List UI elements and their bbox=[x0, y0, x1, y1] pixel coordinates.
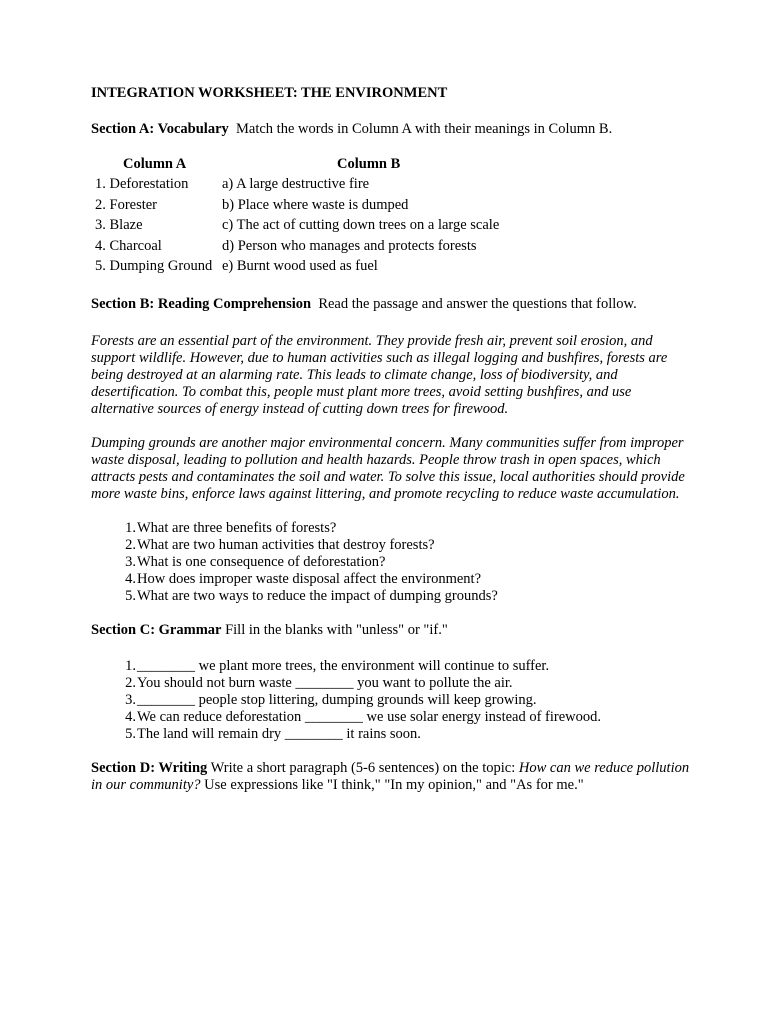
grammar-items bbox=[91, 658, 691, 743]
vocabulary-row bbox=[91, 258, 691, 279]
section-b-instruction: Read the passage and answer the questions that follow. bbox=[318, 295, 637, 312]
vocabulary-meaning: e) Burnt wood used as fuel bbox=[222, 258, 378, 274]
vocabulary-meaning: b) Place where waste is dumped bbox=[222, 196, 409, 213]
item-number: 1. bbox=[125, 657, 136, 674]
section-d-instruction-1: Write a short paragraph (5-6 sentences) on the topic: bbox=[210, 759, 516, 776]
list-item bbox=[91, 520, 691, 537]
vocabulary-meaning: c) The act of cutting down trees on a large scale bbox=[222, 217, 500, 233]
list-item bbox=[91, 571, 691, 588]
vocabulary-row bbox=[91, 197, 691, 218]
item-text: ________ we plant more trees, the environment will continue to suffer. bbox=[137, 657, 550, 674]
question-text: What are three benefits of forests? bbox=[137, 519, 337, 536]
question-number: 1. bbox=[125, 519, 136, 536]
question-text: What is one consequence of deforestation? bbox=[137, 553, 386, 570]
vocabulary-word: 1. Deforestation bbox=[95, 176, 189, 192]
vocabulary-row bbox=[91, 217, 691, 238]
section-b-label: Section B: Reading Comprehension bbox=[91, 295, 312, 312]
reading-passage-1: Forests are an essential part of the environment. They provide fresh air, prevent soil erosion, and support wildlife. However, due to human activities such as illegal logging and bushfires, forests are being destroyed at an alarming rate. This leads to climate change, loss of biodiversity, and desertification. To combat this, people must plant more trees, avoid setting bushfires, and use alternative sources of energy instead of cutting down trees for firewood. bbox=[91, 332, 668, 417]
section-c-label: Section C: Grammar bbox=[91, 621, 222, 638]
item-text: The land will remain dry ________ it rains soon. bbox=[137, 725, 421, 742]
section-d-topic: How can we reduce pollution in our community? bbox=[91, 759, 690, 793]
worksheet bbox=[91, 85, 691, 794]
item-number: 5. bbox=[125, 725, 136, 742]
list-item bbox=[91, 537, 691, 554]
vocabulary-row bbox=[91, 238, 691, 259]
vocabulary-row bbox=[91, 176, 691, 197]
vocabulary-table-header bbox=[91, 156, 691, 176]
vocabulary-word: 2. Forester bbox=[95, 196, 158, 213]
list-item bbox=[91, 675, 691, 692]
item-text: We can reduce deforestation ________ we use solar energy instead of firewood. bbox=[137, 708, 602, 725]
list-item bbox=[91, 658, 691, 675]
list-item bbox=[91, 554, 691, 571]
item-number: 4. bbox=[125, 708, 136, 725]
list-item bbox=[91, 726, 691, 743]
question-number: 5. bbox=[125, 587, 136, 604]
section-b-heading bbox=[91, 296, 691, 315]
question-text: What are two ways to reduce the impact of dumping grounds? bbox=[137, 587, 498, 604]
worksheet-title: INTEGRATION WORKSHEET: THE ENVIRONMENT bbox=[91, 85, 448, 101]
vocabulary-table bbox=[91, 156, 691, 279]
vocabulary-word: 4. Charcoal bbox=[95, 237, 162, 254]
question-number: 2. bbox=[125, 536, 136, 553]
vocabulary-word: 3. Blaze bbox=[95, 217, 143, 233]
section-d bbox=[91, 760, 691, 794]
column-a-header: Column A bbox=[123, 156, 187, 172]
section-c-heading bbox=[91, 622, 691, 641]
section-c-instruction: Fill in the blanks with "unless" or "if." bbox=[225, 621, 448, 638]
section-a-instruction: Match the words in Column A with their meanings in Column B. bbox=[236, 121, 613, 137]
list-item bbox=[91, 692, 691, 709]
vocabulary-meaning: d) Person who manages and protects forests bbox=[222, 237, 477, 254]
question-text: How does improper waste disposal affect the environment? bbox=[137, 570, 482, 587]
column-b-header: Column B bbox=[337, 156, 401, 172]
section-d-instruction-2: Use expressions like "I think," "In my opinion," and "As for me." bbox=[204, 776, 584, 793]
vocabulary-meaning: a) A large destructive fire bbox=[222, 176, 370, 192]
reading-passage-2: Dumping grounds are another major environmental concern. Many communities suffer from improper waste disposal, leading to pollution and health hazards. People throw trash in open spaces, which attracts pests and contaminates the soil and water. To solve this issue, local authorities should provide more waste bins, enforce laws against littering, and promote recycling to reduce waste accumulation. bbox=[91, 434, 685, 502]
question-number: 4. bbox=[125, 570, 136, 587]
section-d-label: Section D: Writing bbox=[91, 759, 208, 776]
item-number: 2. bbox=[125, 674, 136, 691]
section-a-label: Section A: Vocabulary bbox=[91, 121, 229, 137]
list-item bbox=[91, 709, 691, 726]
item-text: ________ people stop littering, dumping grounds will keep growing. bbox=[137, 691, 537, 708]
vocabulary-word: 5. Dumping Ground bbox=[95, 258, 213, 274]
question-number: 3. bbox=[125, 553, 136, 570]
list-item bbox=[91, 588, 691, 605]
question-text: What are two human activities that destroy forests? bbox=[137, 536, 435, 553]
section-a-heading bbox=[91, 121, 691, 140]
comprehension-questions bbox=[91, 520, 691, 605]
item-text: You should not burn waste ________ you want to pollute the air. bbox=[137, 674, 513, 691]
item-number: 3. bbox=[125, 691, 136, 708]
